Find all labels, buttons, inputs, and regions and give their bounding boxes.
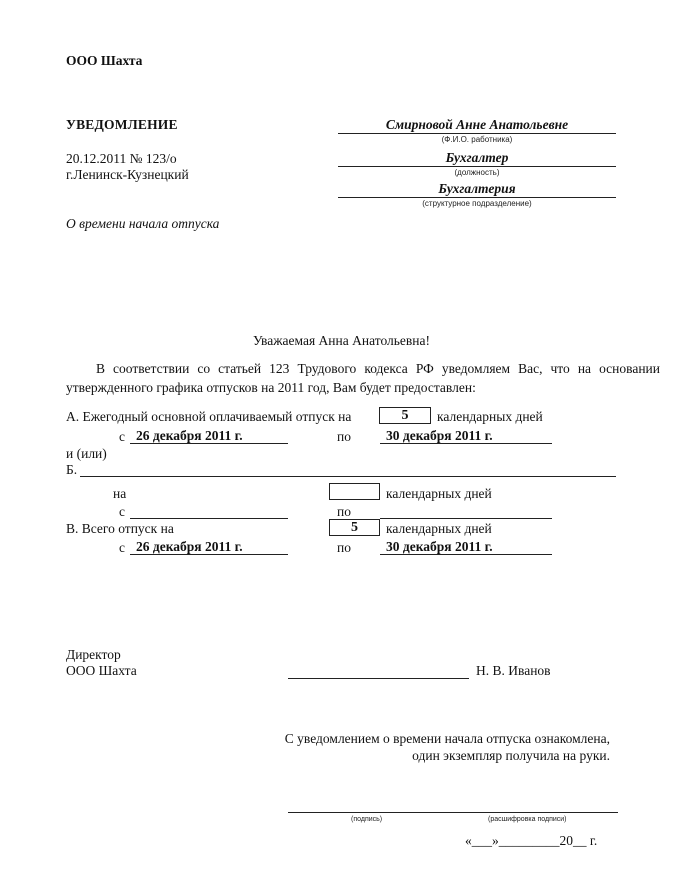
section-a-to-date: 30 декабря 2011 г. — [386, 428, 493, 443]
signatory-signature-line — [288, 678, 469, 679]
section-a-days-suffix: календарных дней — [437, 409, 543, 424]
section-v-to-label: по — [337, 540, 351, 555]
section-v-days-suffix: календарных дней — [386, 521, 492, 536]
section-v-from-label: с — [119, 540, 125, 555]
section-a-to-line — [380, 443, 552, 444]
section-b-from-label: с — [119, 504, 125, 519]
greeting: Уважаемая Анна Анатольевна! — [252, 333, 430, 348]
acknowledgement-line2: один экземпляр получила на руки. — [412, 748, 610, 763]
recipient-department-line — [338, 197, 616, 198]
recipient-name-line — [338, 133, 616, 134]
section-b-line — [80, 476, 616, 477]
section-a-from-date: 26 декабря 2011 г. — [136, 428, 243, 443]
body-paragraph: В соответствии со статьей 123 Трудового кодекса РФ уведомляем Вас, что на основании утвержденного графика отпусков на 2011 год, Вам будет предоставлен: — [66, 361, 660, 395]
section-b-to-line — [380, 518, 552, 519]
decoding-caption: (расшифровка подписи) — [488, 816, 567, 823]
recipient-department-caption: (структурное подразделение) — [422, 199, 532, 208]
recipient-position: Бухгалтер — [445, 150, 509, 165]
section-v-days-box: 5 — [329, 519, 380, 536]
section-a-from-line — [130, 443, 288, 444]
section-v-label: В. Всего отпуск на — [66, 521, 174, 536]
section-b-to-label: по — [337, 504, 351, 519]
acknowledgement-signature-line — [288, 812, 618, 813]
acknowledgement-date: «___»_________20__ г. — [465, 833, 598, 848]
recipient-position-line — [338, 166, 616, 167]
company-name: ООО Шахта — [66, 53, 143, 68]
notice-city: г.Ленинск-Кузнецкий — [66, 167, 189, 182]
acknowledgement-line1: С уведомлением о времени начала отпуска ознакомлена, — [284, 731, 610, 746]
section-b-days-box — [329, 483, 380, 500]
notice-date-number: 20.12.2011 № 123/о — [66, 151, 177, 166]
or-label: и (или) — [66, 446, 107, 461]
notice-subject: О времени начала отпуска — [66, 216, 220, 231]
signatory-title: Директор — [66, 647, 121, 662]
section-a-from-label: с — [119, 429, 125, 444]
recipient-name-caption: (Ф.И.О. работника) — [441, 135, 513, 144]
notice-title: УВЕДОМЛЕНИЕ — [66, 117, 178, 132]
signatory-name: Н. В. Иванов — [476, 663, 551, 678]
section-v-to-line — [380, 554, 552, 555]
signature-caption: (подпись) — [351, 816, 383, 823]
recipient-name: Смирновой Анне Анатольевне — [385, 117, 569, 132]
section-a-label: А. Ежегодный основной оплачиваемый отпуск на — [66, 409, 352, 424]
recipient-department: Бухгалтерия — [438, 181, 516, 196]
recipient-position-caption: (должность) — [454, 168, 500, 177]
section-b-from-line — [130, 518, 288, 519]
section-a-days-box: 5 — [379, 407, 431, 424]
signatory-company: ООО Шахта — [66, 663, 137, 678]
section-b-days-suffix: календарных дней — [386, 486, 492, 501]
section-a-to-label: по — [337, 429, 351, 444]
section-v-to-date: 30 декабря 2011 г. — [386, 539, 493, 554]
section-b-on-label: на — [113, 486, 127, 501]
section-v-from-date: 26 декабря 2011 г. — [136, 539, 243, 554]
section-b-label: Б. — [66, 462, 78, 477]
section-v-from-line — [130, 554, 288, 555]
